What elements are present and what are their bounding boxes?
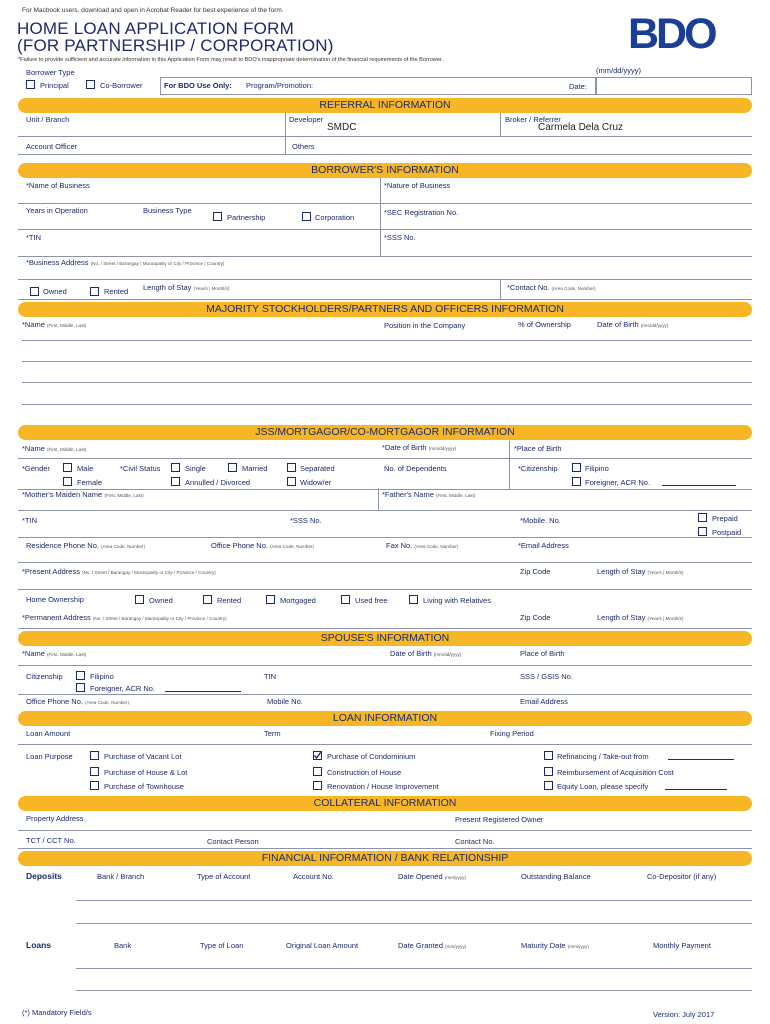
- fixing-period-label: Fixing Period: [490, 729, 534, 738]
- date-opened-label: Date Opened (mm/yyyy): [398, 872, 466, 881]
- years-operation-label: Years in Operation: [26, 206, 88, 215]
- tin-label: *TIN: [26, 233, 41, 242]
- spouse-acr-field[interactable]: [165, 691, 241, 692]
- version-label: Version: July 2017: [653, 1010, 715, 1019]
- coborrower-label: Co-Borrower: [100, 81, 143, 90]
- mandatory-note: (*) Mandatory Field/s: [22, 1008, 92, 1017]
- equity-label: Equity Loan, please specify: [557, 782, 649, 791]
- vacant-lot-label: Purchase of Vacant Lot: [104, 752, 182, 761]
- house-lot-label: Purchase of House & Lot: [104, 768, 188, 777]
- equity-field[interactable]: [665, 789, 727, 790]
- deposits-label: Deposits: [26, 871, 62, 881]
- bdo-use-label: For BDO Use Only:: [164, 81, 232, 90]
- jss-foreigner-checkbox[interactable]: [572, 477, 581, 486]
- prepaid-checkbox[interactable]: [698, 513, 707, 522]
- fax-label: Fax No. (Area Code, Number): [386, 541, 459, 550]
- reimbursement-checkbox[interactable]: [544, 767, 553, 776]
- stock-name-label: *Name (First, Middle, Last): [22, 320, 87, 329]
- postpaid-label: Postpaid: [712, 528, 742, 537]
- disclaimer: *Failure to provide sufficient and accurate information in this Application Form may result to BDO's inappropriate determination of the financial requirements of the Borrower.: [18, 57, 444, 63]
- spouse-mobile-label: Mobile No.: [267, 697, 303, 706]
- mobile-label: *Mobile. No.: [520, 516, 561, 525]
- section-stockholders: MAJORITY STOCKHOLDERS/PARTNERS AND OFFICERS INFORMATION: [18, 302, 752, 317]
- spouse-foreigner-checkbox[interactable]: [76, 683, 85, 692]
- annulled-label: Annulled / Divorced: [185, 478, 251, 487]
- dependents-label: No. of Dependents: [384, 464, 447, 473]
- partnership-label: Partnership: [227, 213, 266, 222]
- mortgaged-label: Mortgaged: [280, 596, 316, 605]
- date-format: (mm/dd/yyyy): [596, 66, 641, 75]
- perm-zip-label: Zip Code: [520, 613, 551, 622]
- principal-checkbox[interactable]: [26, 80, 35, 89]
- jss-foreigner-label: Foreigner, ACR No.: [585, 478, 651, 487]
- female-checkbox[interactable]: [63, 477, 72, 486]
- male-label: Male: [77, 464, 94, 473]
- stock-dob-label: Date of Birth (mm/dd/yyyy): [597, 320, 669, 329]
- mother-label: *Mother's Maiden Name (First, Middle, Last): [22, 490, 144, 499]
- condominium-checkbox[interactable]: [313, 751, 322, 760]
- borrower-type-label: Borrower Type: [26, 68, 75, 77]
- jss-dob-label: *Date of Birth (mm/dd/yyyy): [382, 443, 457, 452]
- construction-checkbox[interactable]: [313, 767, 322, 776]
- account-no-label: Account No.: [293, 872, 334, 881]
- living-relatives-label: Living with Relatives: [423, 596, 491, 605]
- contact-no2-label: Contact No.: [455, 837, 495, 846]
- ho-rented-checkbox[interactable]: [203, 595, 212, 604]
- spouse-filipino-checkbox[interactable]: [76, 671, 85, 680]
- date-label: Date:: [569, 82, 587, 91]
- widow-label: Widow/er: [300, 478, 332, 487]
- perm-length-label: Length of Stay (Year/s | Month/s): [597, 613, 684, 622]
- gender-label: *Gender: [22, 464, 50, 473]
- type-loan-label: Type of Loan: [200, 941, 244, 950]
- term-label: Term: [264, 729, 281, 738]
- widow-checkbox[interactable]: [287, 477, 296, 486]
- section-borrower: BORROWER'S INFORMATION: [18, 163, 752, 178]
- female-label: Female: [77, 478, 103, 487]
- jss-filipino-checkbox[interactable]: [572, 463, 581, 472]
- email-label: *Email Address: [518, 541, 569, 550]
- reimbursement-label: Reimbursement of Acquisition Cost: [557, 768, 674, 777]
- loan-amount-label: Loan Amount: [26, 729, 71, 738]
- bank-label: Bank: [114, 941, 132, 950]
- single-label: Single: [185, 464, 206, 473]
- form-title: HOME LOAN APPLICATION FORM: [17, 19, 294, 38]
- spouse-office-phone-label: Office Phone No. (Area Code, Number): [26, 697, 129, 706]
- tct-label: TCT / CCT No.: [26, 836, 76, 845]
- name-business-label: *Name of Business: [26, 181, 90, 190]
- refinancing-field[interactable]: [668, 759, 734, 760]
- developer-value[interactable]: SMDC: [327, 122, 357, 133]
- jss-filipino-label: Filipino: [585, 464, 609, 473]
- length-stay-label: Length of Stay (Year/s | Month/s): [143, 283, 230, 292]
- jss-pob-label: *Place of Birth: [514, 444, 562, 453]
- codepositor-label: Co-Depositor (if any): [647, 872, 717, 881]
- townhouse-checkbox[interactable]: [90, 781, 99, 790]
- owned-label: Owned: [43, 287, 67, 296]
- spouse-pob-label: Place of Birth: [520, 649, 565, 658]
- property-address-label: Property Address: [26, 814, 84, 823]
- section-referral: REFERRAL INFORMATION: [18, 98, 752, 113]
- ho-owned-label: Owned: [149, 596, 173, 605]
- home-ownership-label: Home Ownership: [26, 595, 84, 604]
- refinancing-checkbox[interactable]: [544, 751, 553, 760]
- married-label: Married: [242, 464, 268, 473]
- jss-sss-label: *SSS No.: [290, 516, 322, 525]
- maturity-date-label: Maturity Date (mm/yyyy): [521, 941, 589, 950]
- date-field[interactable]: [596, 77, 752, 95]
- spouse-foreigner-label: Foreigner, ACR No.: [90, 684, 156, 693]
- principal-label: Principal: [40, 81, 69, 90]
- present-address-label: *Present Address (No. / Street / Barangay / Municipality or City / Province / Country): [22, 567, 216, 576]
- corporation-label: Corporation: [315, 213, 355, 222]
- nature-business-label: *Nature of Business: [384, 181, 451, 190]
- broker-label: Broker / Referrer: [505, 115, 561, 124]
- house-lot-checkbox[interactable]: [90, 767, 99, 776]
- partnership-checkbox[interactable]: [213, 212, 222, 221]
- male-checkbox[interactable]: [63, 463, 72, 472]
- registered-owner-label: Present Registered Owner: [455, 815, 544, 824]
- contact-no-label: *Contact No. (Area Code, Number): [507, 283, 596, 292]
- section-jss: JSS/MORTGAGOR/CO-MORTGAGOR INFORMATION: [18, 425, 752, 440]
- separated-label: Separated: [300, 464, 335, 473]
- equity-checkbox[interactable]: [544, 781, 553, 790]
- present-length-label: Length of Stay (Year/s | Month/s): [597, 567, 684, 576]
- contact-person-label: Contact Person: [207, 837, 259, 846]
- loans-label: Loans: [26, 940, 52, 950]
- zip-label: Zip Code: [520, 567, 551, 576]
- married-checkbox[interactable]: [228, 463, 237, 472]
- rented-label: Rented: [104, 287, 129, 296]
- others-label: Others: [292, 142, 315, 151]
- corporation-checkbox[interactable]: [302, 212, 311, 221]
- rented-checkbox[interactable]: [90, 287, 99, 296]
- section-financial: FINANCIAL INFORMATION / BANK RELATIONSHIP: [18, 851, 752, 866]
- jss-name-label: *Name (First, Middle, Last): [22, 444, 87, 453]
- spouse-dob-label: Date of Birth (mm/dd/yyyy): [390, 649, 462, 658]
- renovation-checkbox[interactable]: [313, 781, 322, 790]
- form-subtitle: (FOR PARTNERSHIP / CORPORATION): [17, 36, 334, 55]
- unit-branch-label: Unit / Branch: [26, 115, 70, 124]
- jss-citizenship-label: *Citizenship: [518, 464, 558, 473]
- condominium-label: Purchase of Condominium: [327, 752, 416, 761]
- bdo-logo: BDO: [628, 10, 715, 58]
- date-granted-label: Date Granted (mm/yyyy): [398, 941, 467, 950]
- used-free-label: Used free: [355, 596, 388, 605]
- type-account-label: Type of Account: [197, 872, 251, 881]
- single-checkbox[interactable]: [171, 463, 180, 472]
- prepaid-label: Prepaid: [712, 514, 738, 523]
- program-label: Program/Promotion:: [246, 81, 314, 90]
- spouse-filipino-label: Filipino: [90, 672, 114, 681]
- section-spouse: SPOUSE'S INFORMATION: [18, 631, 752, 646]
- refinancing-label: Refinancing / Take-out from: [557, 752, 649, 761]
- loan-purpose-label: Loan Purpose: [26, 752, 73, 761]
- sec-reg-label: *SEC Registration No.: [384, 208, 459, 217]
- spouse-citizenship-label: Citizenship: [26, 672, 63, 681]
- ownership-label: % of Ownership: [518, 320, 571, 329]
- permanent-address-label: *Permanent Address (No. / Street / Barangay / Municipality or City / Province / Country): [22, 613, 227, 622]
- used-free-checkbox[interactable]: [341, 595, 350, 604]
- spouse-name-label: *Name (First, Middle, Last): [22, 649, 87, 658]
- jss-acr-field[interactable]: [662, 485, 736, 486]
- jss-tin-label: *TIN: [22, 516, 37, 525]
- position-label: Position in the Company: [384, 321, 466, 330]
- spouse-tin-label: TIN: [264, 672, 277, 681]
- separated-checkbox[interactable]: [287, 463, 296, 472]
- postpaid-checkbox[interactable]: [698, 527, 707, 536]
- townhouse-label: Purchase of Townhouse: [104, 782, 184, 791]
- coborrower-checkbox[interactable]: [86, 80, 95, 89]
- sss-gsis-label: SSS / GSIS No.: [520, 672, 573, 681]
- annulled-checkbox[interactable]: [171, 477, 180, 486]
- mortgaged-checkbox[interactable]: [266, 595, 275, 604]
- business-address-label: *Business Address (No. / Street / Barangay / Municipality or City / Province / Country): [26, 258, 225, 267]
- broker-value[interactable]: Carmela Dela Cruz: [538, 122, 624, 133]
- account-officer-label: Account Officer: [26, 142, 78, 151]
- original-amount-label: Original Loan Amount: [286, 941, 359, 950]
- section-loan: LOAN INFORMATION: [18, 711, 752, 726]
- developer-label: Developer: [289, 115, 324, 124]
- owned-checkbox[interactable]: [30, 287, 39, 296]
- outstanding-balance-label: Outstanding Balance: [521, 872, 591, 881]
- top-note: For Macbook users, download and open in Acrobat Reader for best experience of the form.: [22, 7, 284, 14]
- civil-status-label: *Civil Status: [120, 464, 161, 473]
- father-label: *Father's Name (First, Middle, Last): [382, 490, 476, 499]
- section-collateral: COLLATERAL INFORMATION: [18, 796, 752, 811]
- office-phone-label: Office Phone No. (Area Code, Number): [211, 541, 314, 550]
- ho-owned-checkbox[interactable]: [135, 595, 144, 604]
- vacant-lot-checkbox[interactable]: [90, 751, 99, 760]
- renovation-label: Renovation / House Improvement: [327, 782, 439, 791]
- business-type-label: Business Type: [143, 206, 192, 215]
- sss-label: *SSS No.: [384, 233, 416, 242]
- monthly-payment-label: Monthly Payment: [653, 941, 711, 950]
- res-phone-label: Residence Phone No. (Area Code, Number): [26, 541, 145, 550]
- living-relatives-checkbox[interactable]: [409, 595, 418, 604]
- construction-label: Construction of House: [327, 768, 402, 777]
- ho-rented-label: Rented: [217, 596, 242, 605]
- spouse-email-label: Email Address: [520, 697, 568, 706]
- bank-branch-label: Bank / Branch: [97, 872, 145, 881]
